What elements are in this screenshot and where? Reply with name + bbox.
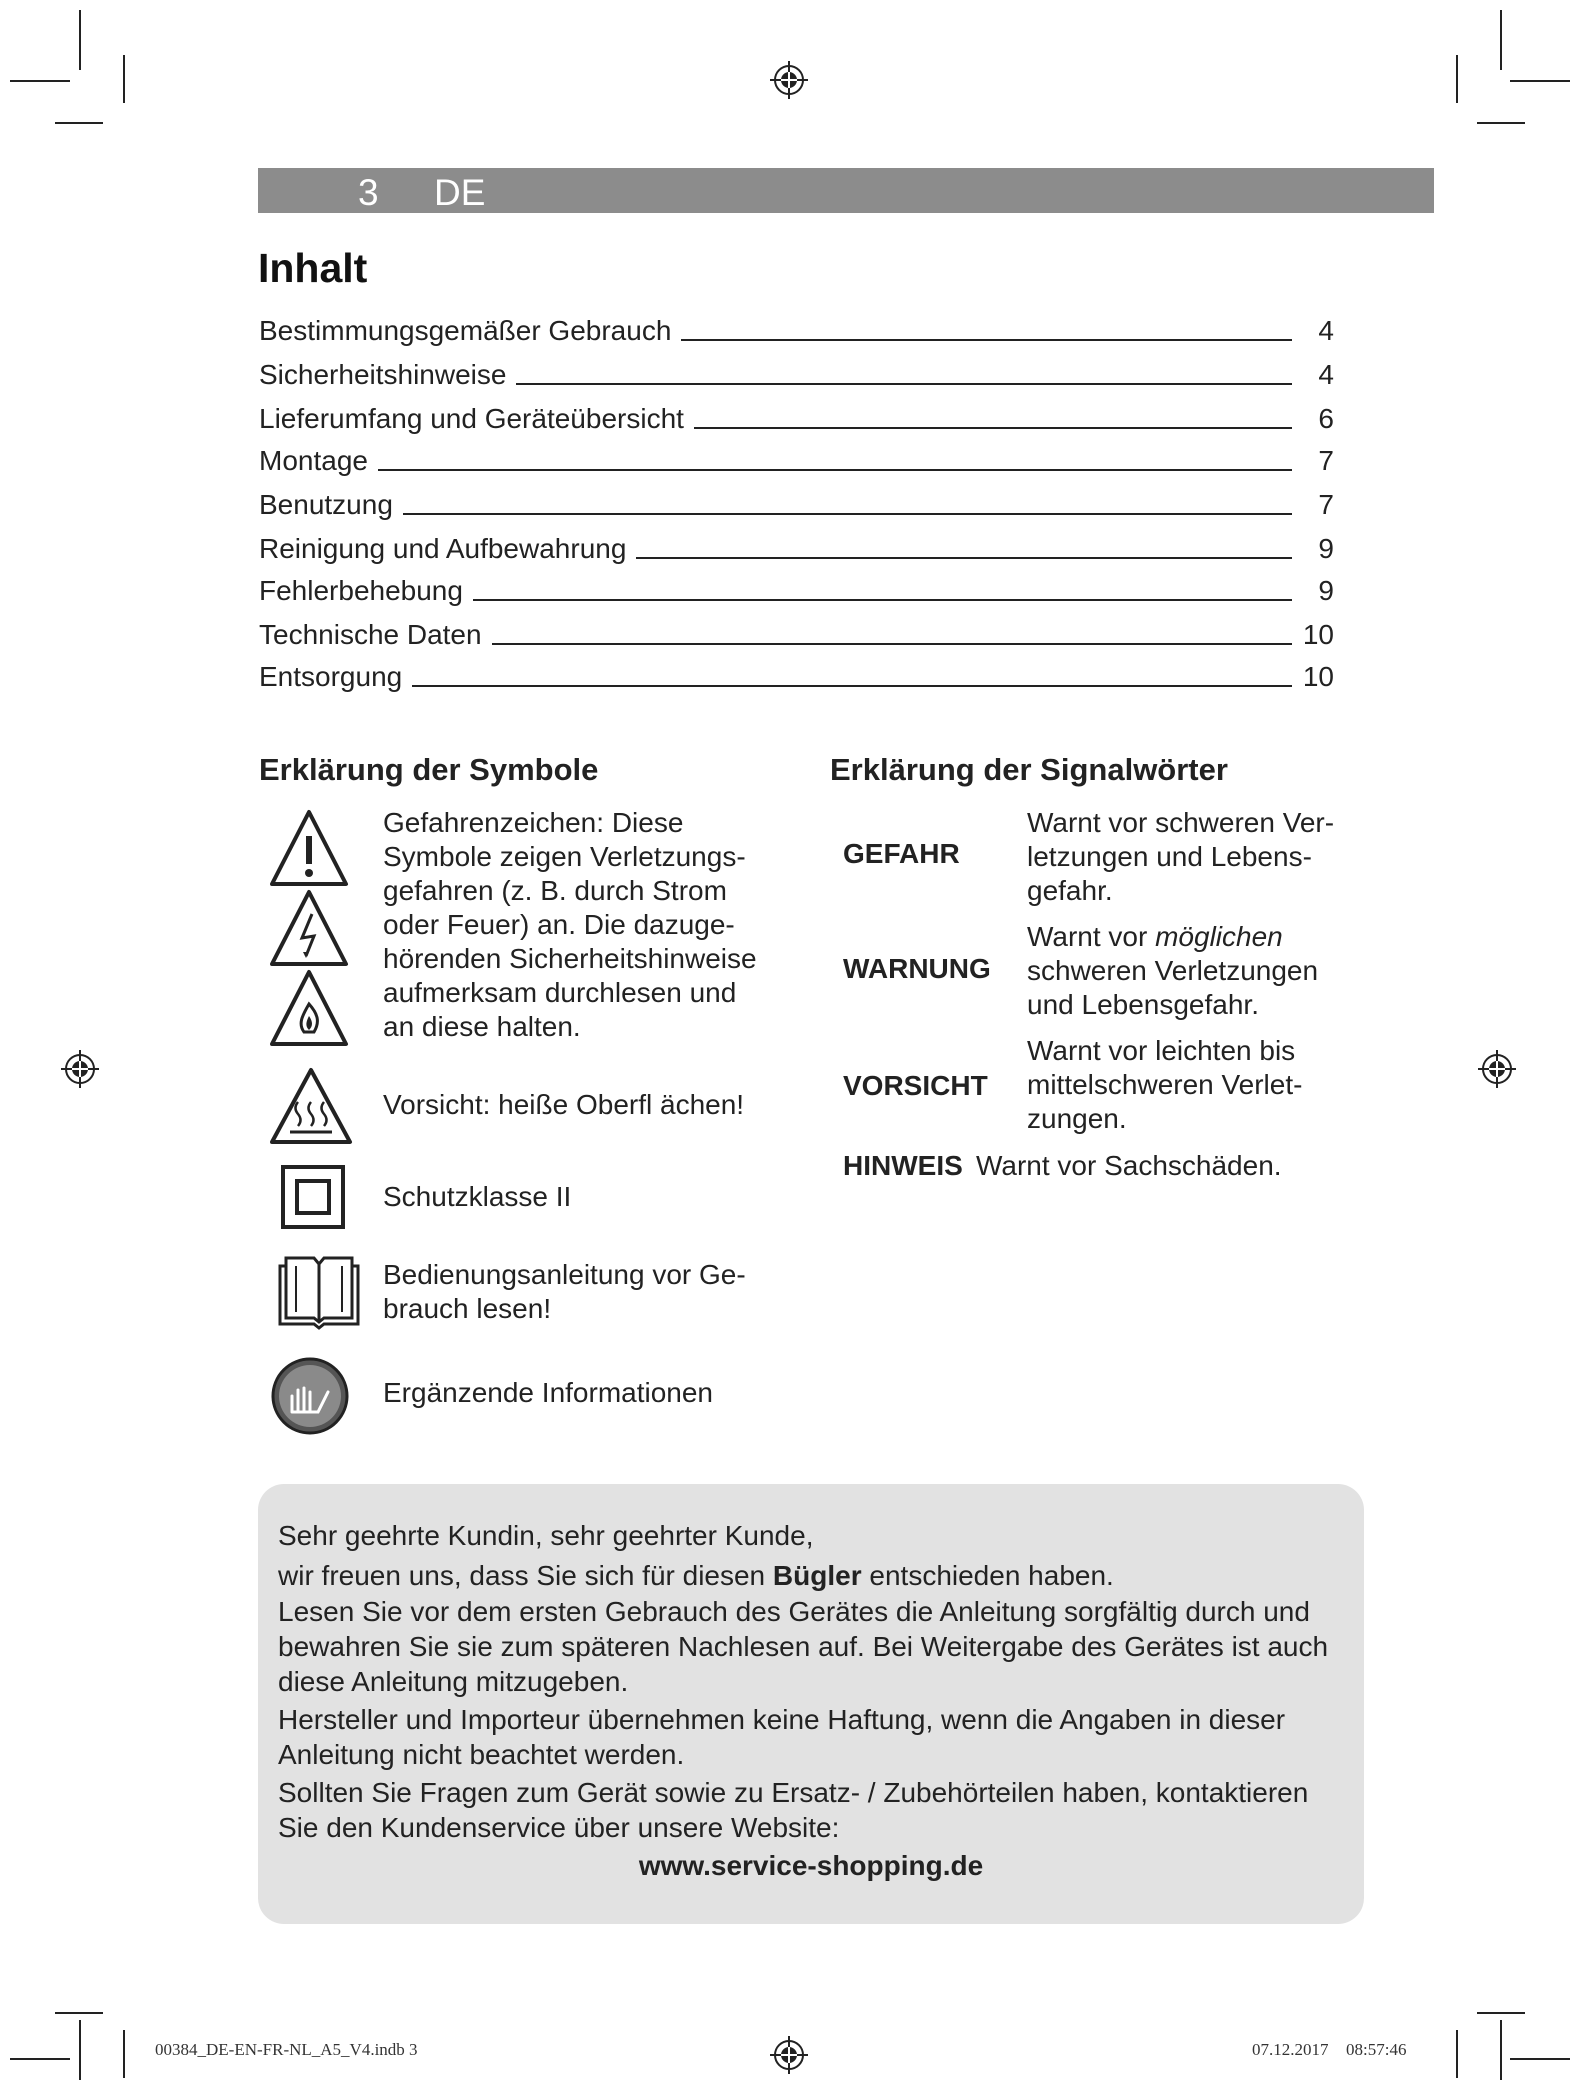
toc-item-label: Montage <box>259 445 368 476</box>
language-code: DE <box>434 172 486 213</box>
toc-item-label: Reinigung und Aufbewahrung <box>259 533 627 564</box>
protection-class-ii-icon <box>280 1164 346 1230</box>
toc-item[interactable] <box>259 351 1334 391</box>
toc-item-label: Entsorgung <box>259 661 403 692</box>
signal-word-label: VORSICHT <box>843 1070 988 1101</box>
symbols-section-title: Erklärung der Symbole <box>259 752 599 787</box>
toc-item-page: 4 <box>1318 359 1334 390</box>
symbol-description: Vorsicht: heiße Oberfl ächen! <box>383 1089 745 1120</box>
signal-word-description: Warnt vor leichten bis mittelschweren Verlet- zungen. <box>1027 1035 1303 1134</box>
intro-text: diese Anleitung mitzugeben. <box>278 1666 629 1697</box>
registration-mark-icon <box>770 2036 808 2074</box>
service-website-link[interactable]: www.service-shopping.de <box>638 1850 984 1881</box>
info-hand-icon <box>270 1356 350 1436</box>
print-date: 07.12.2017 <box>1252 2040 1329 2059</box>
intro-text: Lesen Sie vor dem ersten Gebrauch des Gerätes die Anleitung sorgfältig durch und <box>278 1596 1310 1627</box>
signal-word-description: Warnt vor möglichen schweren Verletzungen und Lebensgefahr. <box>1027 921 1319 1020</box>
toc-item-label: Benutzung <box>259 489 393 520</box>
print-time: 08:57:46 <box>1346 2040 1407 2059</box>
symbol-description: Schutzklasse II <box>383 1181 572 1212</box>
warning-triangle-icon <box>268 808 350 888</box>
print-file-info: 00384_DE-EN-FR-NL_A5_V4.indb 3 <box>155 2040 418 2059</box>
intro-text: Sie den Kundenservice über unsere Website: <box>278 1812 840 1843</box>
hot-surface-icon <box>268 1066 354 1146</box>
symbol-description: Gefahrenzeichen: Diese Symbole zeigen Verletzungs- gefahren (z. B. durch Strom oder Feuer) an. Die dazuge- hörenden Sicherheitshinweise aufmerksam durchlesen und an diese halten. <box>383 807 757 1042</box>
symbol-description: Ergänzende Informationen <box>383 1377 713 1408</box>
page-number: 3 <box>358 172 379 213</box>
intro-text: wir freuen uns, dass Sie sich für diesen Bügler entschieden haben. <box>278 1560 1114 1591</box>
signal-word-label: HINWEIS <box>843 1150 963 1181</box>
toc-item-page: 9 <box>1318 575 1334 606</box>
toc-item-page: 7 <box>1318 445 1334 476</box>
signal-word-description: Warnt vor Sachschäden. <box>976 1150 1282 1181</box>
toc-item-label: Fehlerbehebung <box>259 575 463 606</box>
toc-item[interactable] <box>259 481 1334 521</box>
intro-text: Anleitung nicht beachtet werden. <box>278 1739 685 1770</box>
toc-item-page: 4 <box>1318 315 1334 346</box>
toc-item-page: 10 <box>1302 661 1334 692</box>
symbol-description: Bedienungsanleitung vor Ge- brauch lesen! <box>383 1259 746 1324</box>
toc-item[interactable] <box>259 653 1334 693</box>
signal-word-label: WARNUNG <box>843 953 991 984</box>
manual-book-icon <box>274 1254 364 1332</box>
intro-text: bewahren Sie sie zum späteren Nachlesen auf. Bei Weitergabe des Gerätes ist auch <box>278 1631 1329 1662</box>
fire-hazard-icon <box>268 968 350 1048</box>
electric-hazard-icon <box>268 888 350 968</box>
registration-mark-icon <box>61 1050 99 1088</box>
signal-word-description: Warnt vor schweren Ver- letzungen und Lebens- gefahr. <box>1027 807 1335 906</box>
toc-item-label: Sicherheitshinweise <box>259 359 507 390</box>
toc-item[interactable] <box>259 525 1334 565</box>
toc-item[interactable] <box>259 611 1334 651</box>
toc-item[interactable] <box>259 307 1334 347</box>
toc-item-page: 9 <box>1318 533 1334 564</box>
intro-text: Sollten Sie Fragen zum Gerät sowie zu Ersatz- / Zubehörteilen haben, kontaktieren <box>278 1777 1309 1808</box>
signal-words-section-title: Erklärung der Signalwörter <box>830 752 1228 787</box>
toc-item-page: 6 <box>1318 403 1334 434</box>
toc-item[interactable] <box>259 395 1334 435</box>
toc-item-page: 10 <box>1302 619 1334 650</box>
toc-item-label: Bestimmungsgemäßer Gebrauch <box>259 315 672 346</box>
registration-mark-icon <box>1478 1050 1516 1088</box>
toc-item[interactable] <box>259 437 1334 477</box>
toc-item-page: 7 <box>1318 489 1334 520</box>
toc-item[interactable] <box>259 567 1334 607</box>
signal-word-label: GEFAHR <box>843 838 960 869</box>
toc-item-label: Lieferumfang und Geräteübersicht <box>259 403 684 434</box>
registration-mark-icon <box>770 61 808 99</box>
toc-item-label: Technische Daten <box>259 619 482 650</box>
intro-greeting: Sehr geehrte Kundin, sehr geehrter Kunde, <box>278 1520 814 1551</box>
toc-title: Inhalt <box>258 245 368 291</box>
intro-text: Hersteller und Importeur übernehmen keine Haftung, wenn die Angaben in dieser <box>278 1704 1286 1735</box>
